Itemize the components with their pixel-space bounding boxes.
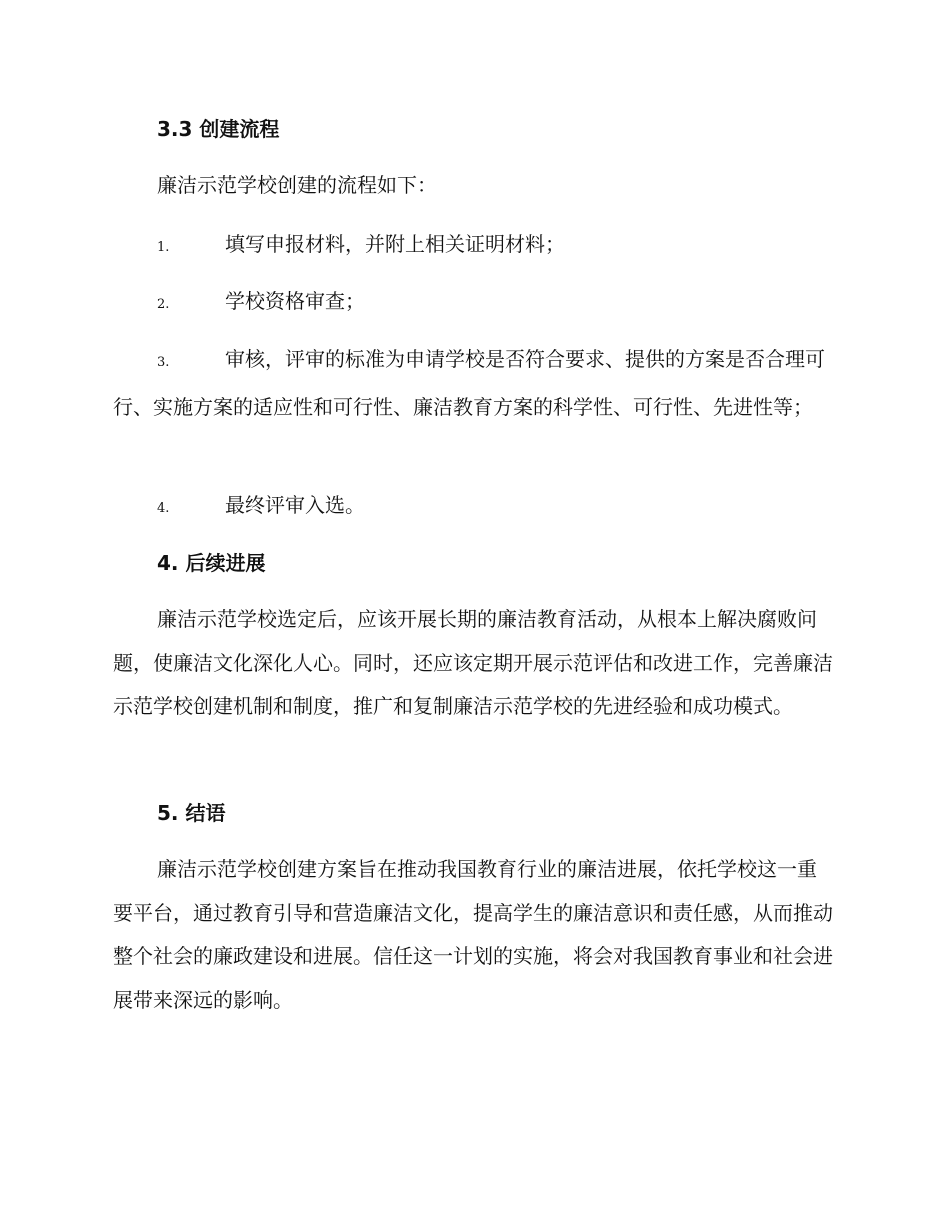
section-heading-5: 5. 结语 (157, 801, 226, 825)
list-item-text: 学校资格审查； (225, 289, 365, 313)
list-number: 1. (157, 240, 170, 255)
list-number: 3. (157, 355, 170, 370)
list-item (113, 337, 833, 429)
conclusion-paragraph: 廉洁示范学校创建方案旨在推动我国教育行业的廉洁进展，依托学校这一重要平台，通过教育引导和营造廉洁文化，提高学生的廉洁意识和责任感，从而推动整个社会的廉政建设和进展。信任这一计划的实施，将会对我国教育事业和社会进展带来深远的影响。 (113, 857, 833, 1012)
list-number: 4. (157, 501, 170, 516)
list-item-text: 填写申报材料，并附上相关证明材料； (225, 232, 565, 256)
list-number: 2. (157, 297, 170, 312)
list-item (113, 483, 833, 531)
section-heading-3-3: 3.3 创建流程 (157, 117, 280, 141)
section-heading-4: 4. 后续进展 (157, 551, 266, 575)
follow-up-paragraph: 廉洁示范学校选定后，应该开展长期的廉洁教育活动，从根本上解决腐败问题，使廉洁文化深化人心。同时，还应该定期开展示范评估和改进工作，完善廉洁示范学校创建机制和制度，推广和复制廉洁示范学校的先进经验和成功模式。 (113, 607, 833, 718)
list-item (113, 222, 833, 270)
list-item (113, 279, 833, 327)
list-item-text: 最终评审入选。 (225, 493, 365, 517)
process-intro-paragraph: 廉洁示范学校创建的流程如下： (157, 173, 437, 197)
list-item-text: 审核，评审的标准为申请学校是否符合要求、提供的方案是否合理可行、实施方案的适应性和可行性、廉洁教育方案的科学性、可行性、先进性等； (113, 347, 825, 419)
